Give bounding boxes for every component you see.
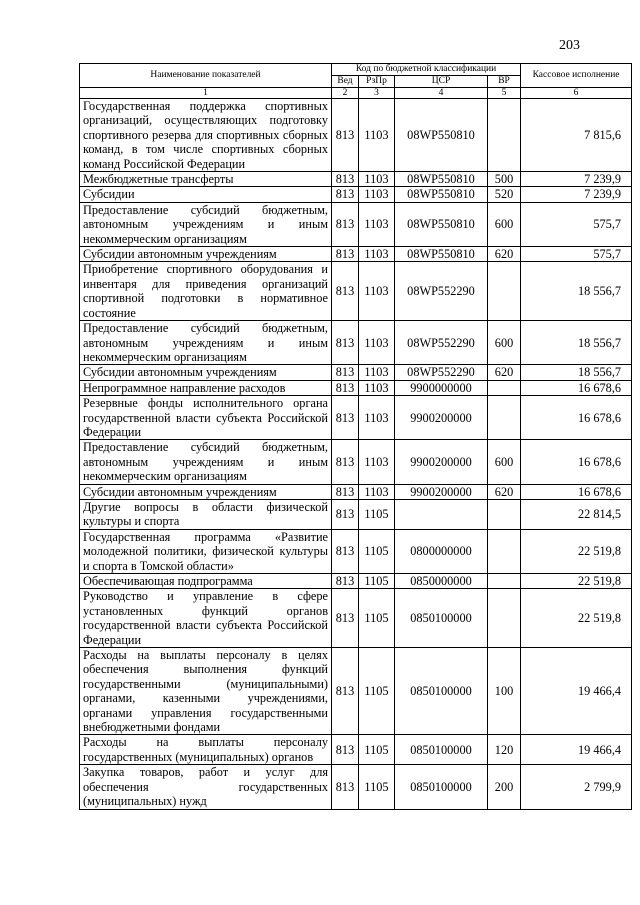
rzpr-code: 1105 — [359, 589, 395, 648]
csr-code: 08WP550810 — [395, 172, 488, 187]
indicator-name: Субсидии автономным учреждениям — [80, 365, 332, 380]
cash-execution-amount: 7 239,9 — [521, 187, 632, 202]
indicator-name: Государственная программа «Развитие молодежной политики, физической культуры и спорта в Томской области» — [80, 529, 332, 573]
cash-execution-amount: 575,7 — [521, 247, 632, 262]
rzpr-code: 1105 — [359, 574, 395, 589]
ved-code: 813 — [332, 396, 359, 440]
cash-execution-amount: 16 678,6 — [521, 440, 632, 484]
ved-code: 813 — [332, 187, 359, 202]
table-row — [80, 321, 632, 365]
ved-code: 813 — [332, 380, 359, 395]
table-row — [80, 529, 632, 573]
header-rzpr: РзПр — [359, 76, 395, 88]
ved-code: 813 — [332, 648, 359, 735]
cash-execution-amount: 2 799,9 — [521, 765, 632, 809]
column-number-row — [80, 88, 632, 99]
vr-code — [488, 529, 521, 573]
table-row — [80, 735, 632, 765]
ved-code: 813 — [332, 499, 359, 529]
rzpr-code: 1103 — [359, 262, 395, 321]
vr-code — [488, 499, 521, 529]
table-row — [80, 648, 632, 735]
table-row — [80, 262, 632, 321]
cash-execution-amount: 18 556,7 — [521, 262, 632, 321]
indicator-name: Расходы на выплаты персоналу в целях обеспечения выполнения функций государственными (муниципальными) органами, казенными учреждениями, органами управления государственными внебюджетными фондами — [80, 648, 332, 735]
cash-execution-amount: 7 815,6 — [521, 99, 632, 172]
ved-code: 813 — [332, 735, 359, 765]
table-body — [80, 99, 632, 810]
csr-code: 0800000000 — [395, 529, 488, 573]
rzpr-code: 1103 — [359, 396, 395, 440]
vr-code: 620 — [488, 365, 521, 380]
rzpr-code: 1105 — [359, 499, 395, 529]
rzpr-code: 1103 — [359, 99, 395, 172]
indicator-name: Субсидии — [80, 187, 332, 202]
indicator-name: Межбюджетные трансферты — [80, 172, 332, 187]
column-number: 2 — [332, 88, 359, 99]
rzpr-code: 1103 — [359, 321, 395, 365]
vr-code: 600 — [488, 202, 521, 246]
rzpr-code: 1103 — [359, 202, 395, 246]
cash-execution-amount: 16 678,6 — [521, 380, 632, 395]
vr-code: 500 — [488, 172, 521, 187]
csr-code: 08WP550810 — [395, 187, 488, 202]
table-row — [80, 484, 632, 499]
indicator-name: Непрограммное направление расходов — [80, 380, 332, 395]
header-csr: ЦСР — [395, 76, 488, 88]
vr-code: 600 — [488, 321, 521, 365]
ved-code: 813 — [332, 172, 359, 187]
csr-code: 08WP552290 — [395, 365, 488, 380]
vr-code: 100 — [488, 648, 521, 735]
header-vr: ВР — [488, 76, 521, 88]
rzpr-code: 1105 — [359, 735, 395, 765]
vr-code: 620 — [488, 484, 521, 499]
ved-code: 813 — [332, 321, 359, 365]
cash-execution-amount: 16 678,6 — [521, 484, 632, 499]
csr-code — [395, 499, 488, 529]
cash-execution-amount: 19 466,4 — [521, 648, 632, 735]
ved-code: 813 — [332, 262, 359, 321]
indicator-name: Расходы на выплаты персоналу государственных (муниципальных) органов — [80, 735, 332, 765]
cash-execution-amount: 22 519,8 — [521, 589, 632, 648]
csr-code: 0850100000 — [395, 648, 488, 735]
indicator-name: Предоставление субсидий бюджетным, автономным учреждениям и иным некоммерческим организациям — [80, 321, 332, 365]
table-row — [80, 247, 632, 262]
cash-execution-amount: 22 519,8 — [521, 574, 632, 589]
table-row — [80, 187, 632, 202]
table-row — [80, 396, 632, 440]
header-ved: Вед — [332, 76, 359, 88]
rzpr-code: 1105 — [359, 648, 395, 735]
vr-code — [488, 589, 521, 648]
header-code-group: Код по бюджетной классификации — [332, 64, 521, 76]
vr-code: 520 — [488, 187, 521, 202]
rzpr-code: 1105 — [359, 529, 395, 573]
table-row — [80, 440, 632, 484]
column-number: 4 — [395, 88, 488, 99]
csr-code: 08WP550810 — [395, 202, 488, 246]
ved-code: 813 — [332, 99, 359, 172]
cash-execution-amount: 575,7 — [521, 202, 632, 246]
csr-code: 0850000000 — [395, 574, 488, 589]
csr-code: 9900200000 — [395, 484, 488, 499]
vr-code — [488, 574, 521, 589]
cash-execution-amount: 16 678,6 — [521, 396, 632, 440]
ved-code: 813 — [332, 529, 359, 573]
csr-code: 08WP552290 — [395, 321, 488, 365]
vr-code: 120 — [488, 735, 521, 765]
rzpr-code: 1103 — [359, 440, 395, 484]
indicator-name: Обеспечивающая подпрограмма — [80, 574, 332, 589]
ved-code: 813 — [332, 365, 359, 380]
indicator-name: Приобретение спортивного оборудования и инвентаря для приведения организаций спортивной подготовки в нормативное состояние — [80, 262, 332, 321]
indicator-name: Субсидии автономным учреждениям — [80, 484, 332, 499]
cash-execution-amount: 7 239,9 — [521, 172, 632, 187]
ved-code: 813 — [332, 589, 359, 648]
vr-code — [488, 99, 521, 172]
rzpr-code: 1105 — [359, 765, 395, 809]
table-row — [80, 99, 632, 172]
csr-code: 9900000000 — [395, 380, 488, 395]
csr-code: 0850100000 — [395, 765, 488, 809]
header-amount: Кассовое исполнение — [521, 64, 632, 88]
column-number: 1 — [80, 88, 332, 99]
table-row — [80, 765, 632, 809]
vr-code — [488, 380, 521, 395]
ved-code: 813 — [332, 765, 359, 809]
ved-code: 813 — [332, 574, 359, 589]
csr-code: 08WP550810 — [395, 99, 488, 172]
vr-code — [488, 262, 521, 321]
table-row — [80, 499, 632, 529]
column-number: 6 — [521, 88, 632, 99]
cash-execution-amount: 22 519,8 — [521, 529, 632, 573]
table-row — [80, 172, 632, 187]
header-name: Наименование показателей — [80, 64, 332, 88]
column-number: 5 — [488, 88, 521, 99]
vr-code: 620 — [488, 247, 521, 262]
table-row — [80, 380, 632, 395]
csr-code: 08WP550810 — [395, 247, 488, 262]
ved-code: 813 — [332, 202, 359, 246]
rzpr-code: 1103 — [359, 247, 395, 262]
table-row — [80, 574, 632, 589]
csr-code: 08WP552290 — [395, 262, 488, 321]
csr-code: 9900200000 — [395, 440, 488, 484]
rzpr-code: 1103 — [359, 365, 395, 380]
rzpr-code: 1103 — [359, 380, 395, 395]
rzpr-code: 1103 — [359, 484, 395, 499]
indicator-name: Государственная поддержка спортивных организаций, осуществляющих подготовку спортивного резерва для спортивных сборных команд, в том числе спортивных сборных команд Российской Федерации — [80, 99, 332, 172]
csr-code: 9900200000 — [395, 396, 488, 440]
indicator-name: Руководство и управление в сфере установленных функций органов государственной власти субъекта Российской Федерации — [80, 589, 332, 648]
indicator-name: Другие вопросы в области физической культуры и спорта — [80, 499, 332, 529]
vr-code: 600 — [488, 440, 521, 484]
indicator-name: Резервные фонды исполнительного органа государственной власти субъекта Российской Федерации — [80, 396, 332, 440]
table-row — [80, 202, 632, 246]
page-number: 203 — [559, 38, 580, 53]
ved-code: 813 — [332, 247, 359, 262]
csr-code: 0850100000 — [395, 735, 488, 765]
vr-code — [488, 396, 521, 440]
vr-code: 200 — [488, 765, 521, 809]
column-number: 3 — [359, 88, 395, 99]
cash-execution-amount: 19 466,4 — [521, 735, 632, 765]
indicator-name: Субсидии автономным учреждениям — [80, 247, 332, 262]
budget-table — [79, 63, 632, 810]
ved-code: 813 — [332, 484, 359, 499]
cash-execution-amount: 18 556,7 — [521, 365, 632, 380]
indicator-name: Предоставление субсидий бюджетным, автономным учреждениям и иным некоммерческим организациям — [80, 440, 332, 484]
indicator-name: Предоставление субсидий бюджетным, автономным учреждениям и иным некоммерческим организациям — [80, 202, 332, 246]
ved-code: 813 — [332, 440, 359, 484]
csr-code: 0850100000 — [395, 589, 488, 648]
table-row — [80, 589, 632, 648]
rzpr-code: 1103 — [359, 172, 395, 187]
rzpr-code: 1103 — [359, 187, 395, 202]
indicator-name: Закупка товаров, работ и услуг для обеспечения государственных (муниципальных) нужд — [80, 765, 332, 809]
cash-execution-amount: 22 814,5 — [521, 499, 632, 529]
cash-execution-amount: 18 556,7 — [521, 321, 632, 365]
table-row — [80, 365, 632, 380]
